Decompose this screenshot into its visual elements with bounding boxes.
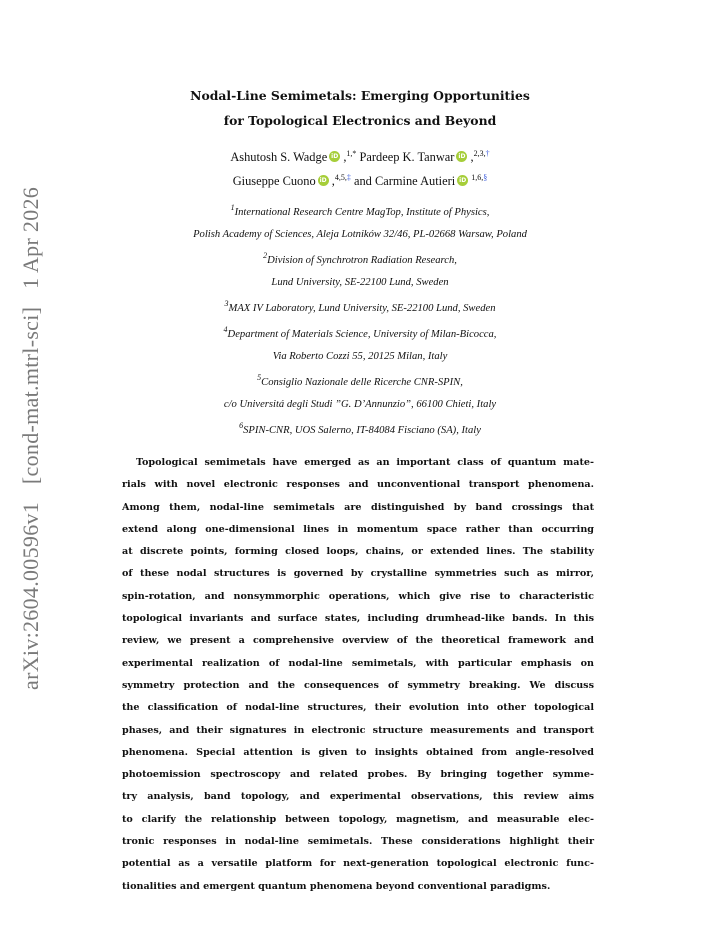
footnote-mark[interactable]: § [483,173,488,182]
abstract-line: Among them, nodal-line semimetals are distinguished by band crossings that [122,501,594,513]
author-list [0,145,720,193]
title-line-2: for Topological Electronics and Beyond [223,113,497,128]
abstract-line: Topological semimetals have emerged as an important class of quantum mate- [136,457,594,468]
footnote-mark[interactable]: ‡ [346,173,351,182]
footnote-mark: * [352,149,357,158]
author: Carmine Autieri iD $^{1,6,\S}$ [374,173,488,188]
abstract-line: topological invariants and surface states, including drumhead-like bands. In this [122,613,594,625]
author: Giuseppe Cuono iD ,$^{4,5,\ddagger}$ [232,173,351,188]
abstract-line: rials with novel electronic responses and unconventional transport phenomena. [122,479,594,491]
affiliations [0,202,720,446]
author-name: Giuseppe Cuono [232,174,316,188]
abstract-line: of these nodal structures is governed by crystalline symmetries such as mirror, [122,568,594,580]
orcid-icon[interactable]: iD [319,177,327,184]
arxiv-date: 1 Apr 2026 [18,186,43,289]
affiliation: $^1$International Research Centre MagTop, Institute of Physics, Polish Academy of Sciences, Aleja Lotników 32/46, PL-02668 Warsaw, Poland [193,203,527,240]
arxiv-id: arXiv:2604.00596v1 [18,501,43,690]
abstract-line: symmetry protection and the consequences of symmetry breaking. We discuss [122,679,594,691]
abstract-line: at discrete points, forming closed loops, chains, or extended lines. The stability [122,546,594,558]
abstract-line: phases, and their signatures in electronic structure measurements and transport [122,724,594,736]
abstract-line: phenomena. Special attention is given to insights obtained from angle-resolved [122,746,594,758]
author-name: Carmine Autieri [374,174,456,188]
affiliation: $^5$Consiglio Nazionale delle Ricerche CNR-SPIN, c/o Universitá degli Studi ”G. D’Annunzio”, 66100 Chieti, Italy [223,373,497,410]
author-name: Pardeep K. Tanwar [359,150,455,164]
abstract-line: review, we present a comprehensive overview of the theoretical framework and [122,635,594,647]
affiliation: $^3$MAX IV Laboratory, Lund University, SE-22100 Lund, Sweden [224,299,496,314]
author: Pardeep K. Tanwar iD ,$^{2,3,\dagger}$ [359,149,490,164]
orcid-icon[interactable]: iD [331,153,339,160]
affiliation: $^6$SPIN-CNR, UOS Salerno, IT-84084 Fisciano (SA), Italy [239,421,481,436]
affiliation: $^2$Division of Synchrotron Radiation Research, Lund University, SE-22100 Lund, Sweden [263,251,457,288]
abstract-line: potential as a versatile platform for next-generation topological electronic func- [122,858,594,870]
abstract-line: photoemission spectroscopy and related probes. By bringing together symme- [122,769,594,781]
footnote-mark[interactable]: † [485,149,490,158]
orcid-icon[interactable]: iD [459,177,467,184]
abstract-line: experimental realization of nodal-line semimetals, with particular emphasis on [122,657,594,669]
paper-title [0,83,720,133]
orcid-icon[interactable]: iD [458,153,466,160]
abstract-line: spin-rotation, and nonsymmorphic operations, which give rise to characteristic [122,590,594,602]
abstract-line: tionalities and emergent quantum phenomena beyond conventional paradigms. [122,880,551,892]
affiliation: $^4$Department of Materials Science, University of Milan-Bicocca, Via Roberto Cozzi 55, 20125 Milan, Italy [223,325,497,362]
abstract-line: extend along one-dimensional lines in momentum space rather than occurring [122,523,594,535]
author-connector: and [353,174,372,188]
abstract-line: try analysis, band topology, and experimental observations, this review aims [122,791,594,803]
abstract-line: the classification of nodal-line structures, their evolution into other topological [122,702,594,714]
title-line-1: Nodal-Line Semimetals: Emerging Opportunities [190,88,530,103]
author-line-1 [0,145,720,169]
arxiv-category: [cond-mat.mtrl-sci] [18,306,43,485]
abstract-line: to clarify the relationship between topology, magnetism, and measurable elec- [122,813,594,825]
author-line-2 [0,169,720,193]
author-name: Ashutosh S. Wadge [230,150,328,164]
abstract-line: tronic responses in nodal-line semimetals. These considerations highlight their [122,836,594,848]
author: Ashutosh S. Wadge iD ,$^{1,*}$ [230,149,357,164]
abstract [122,452,594,898]
